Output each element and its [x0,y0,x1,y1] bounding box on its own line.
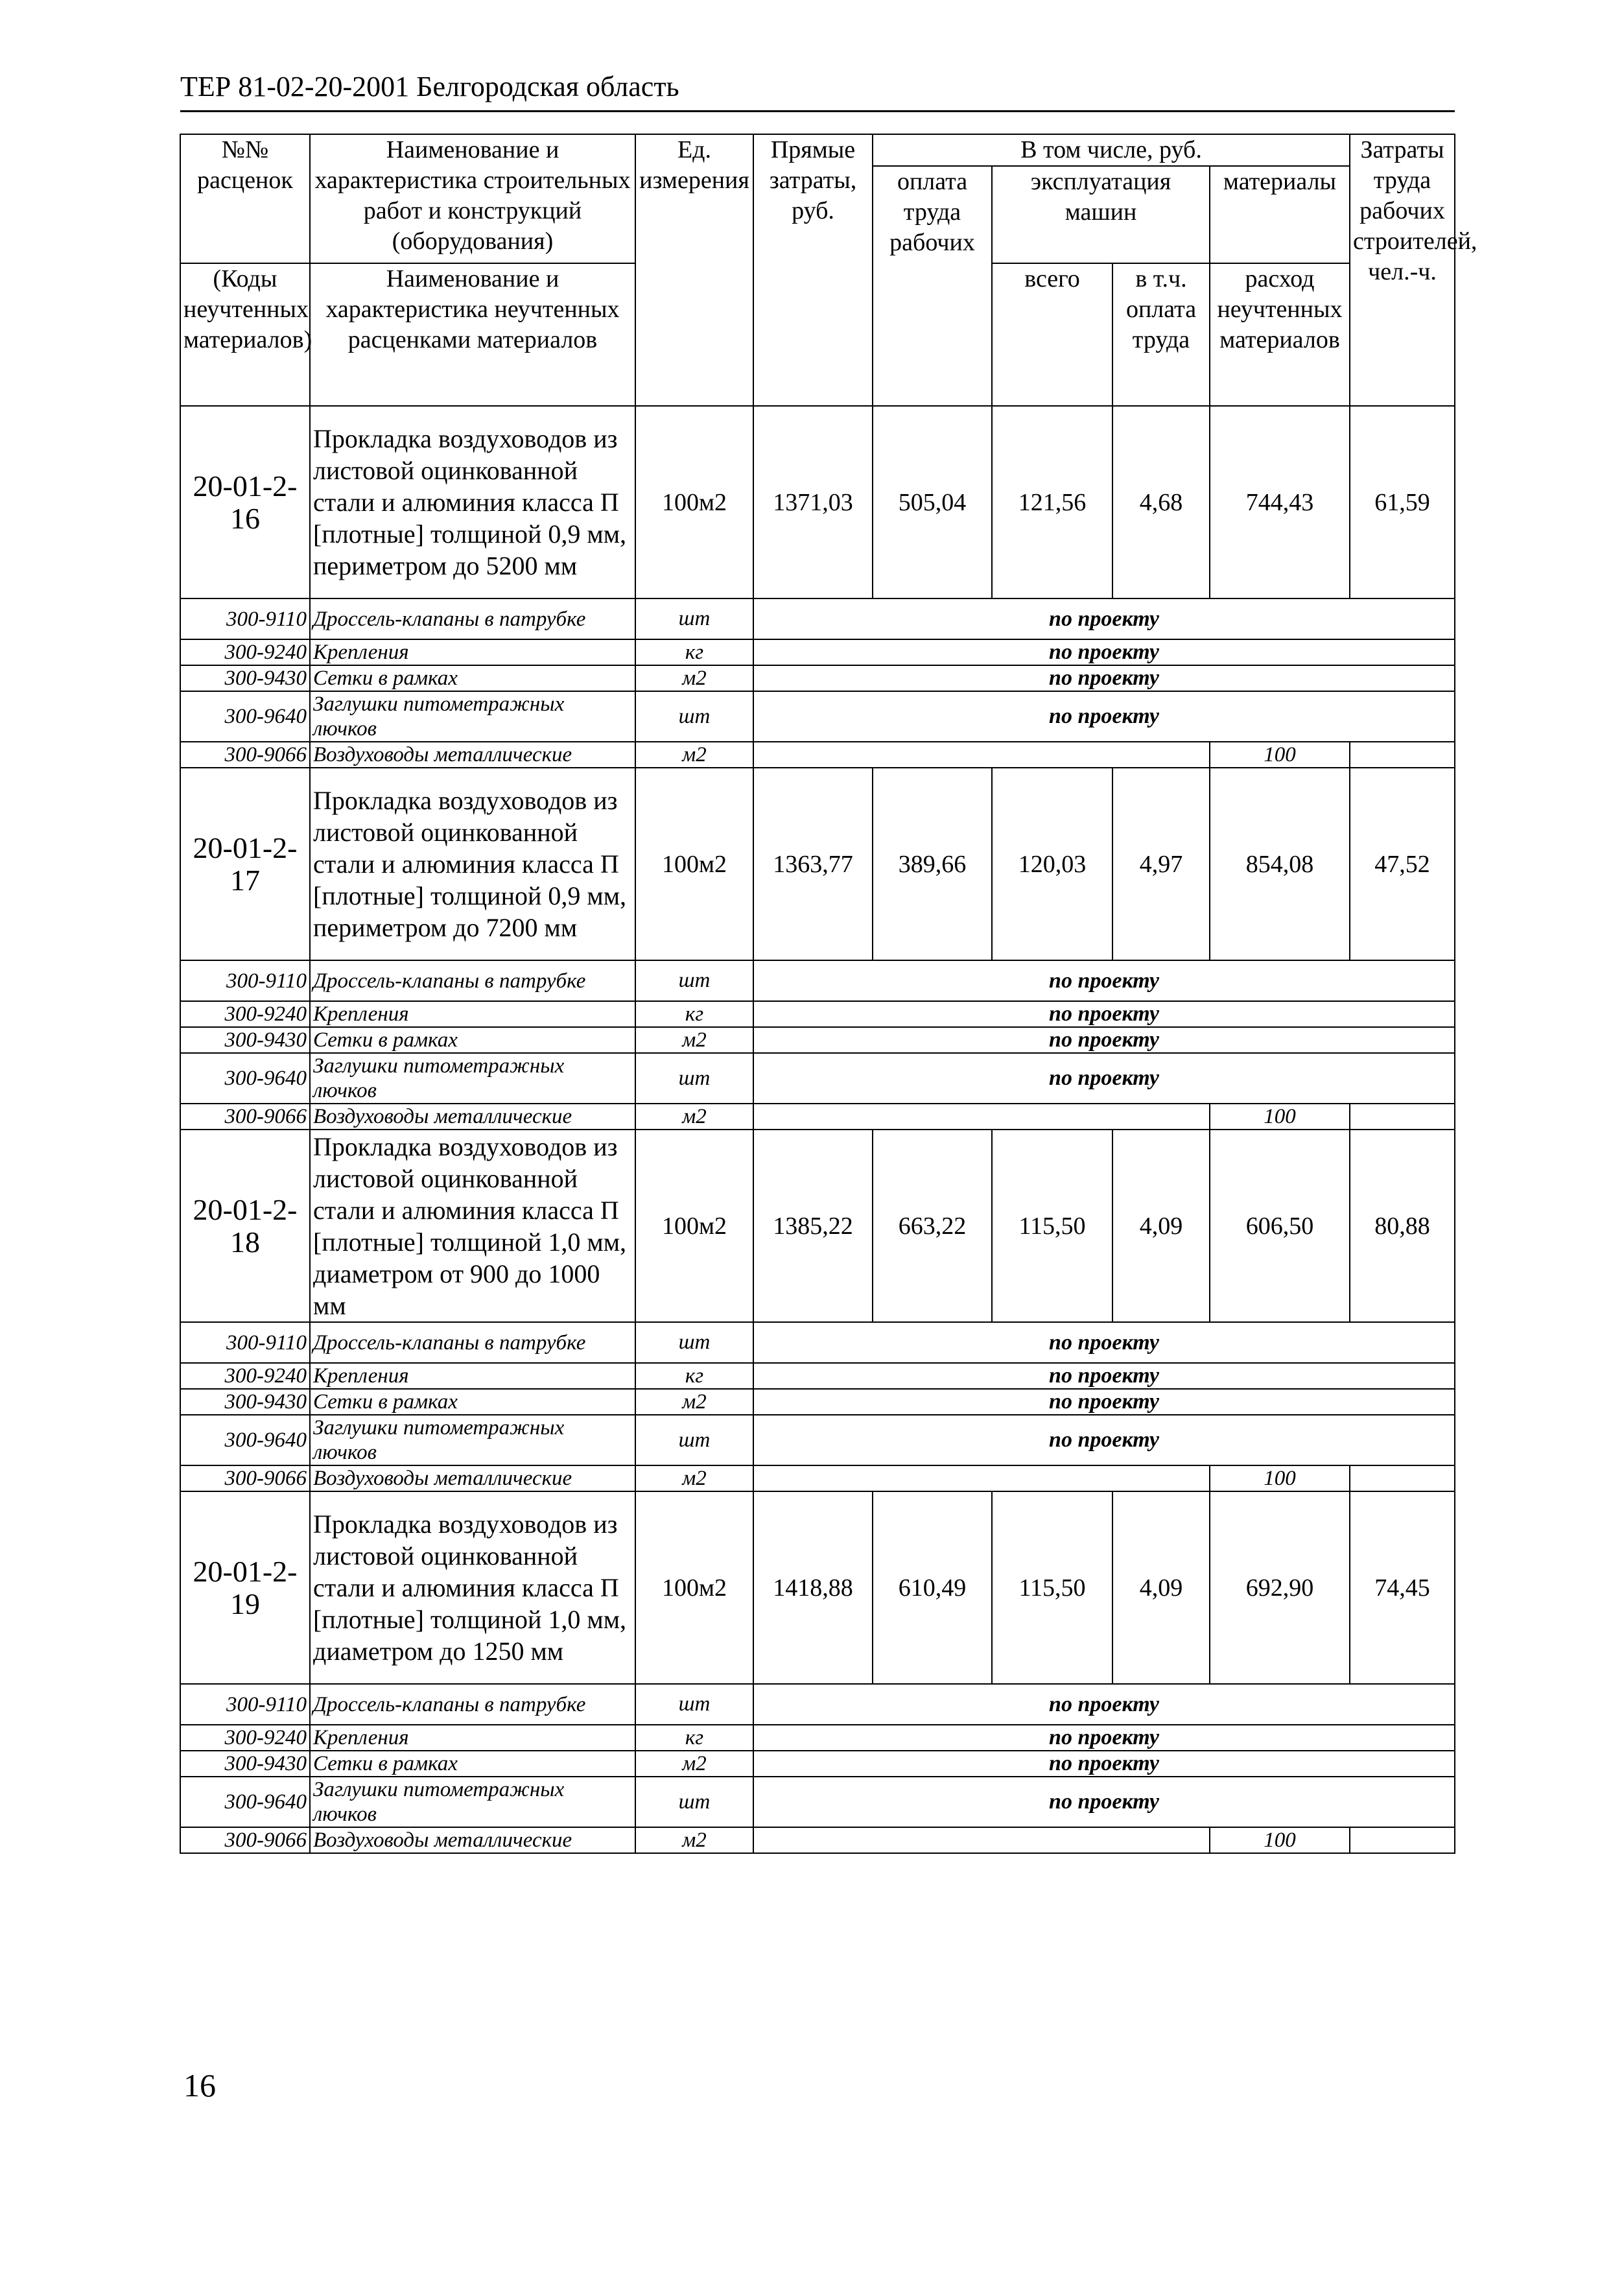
wage-cell: 610,49 [873,1491,992,1684]
material-row [180,1389,1455,1415]
wage-cell: 505,04 [873,406,992,598]
material-row [180,1053,1455,1104]
empty-cell [753,742,1210,768]
material-name-cell: Заглушки питометражных лючков [310,1415,635,1465]
material-name-cell: Дроссель-клапаны в патрубке [310,960,635,1001]
material-row [180,598,1455,639]
empty-cell [1350,1827,1455,1853]
labor-cell: 74,45 [1350,1491,1455,1684]
material-row [180,1104,1455,1130]
labor-cell: 80,88 [1350,1130,1455,1322]
material-code-cell: 300-9240 [180,1001,310,1027]
material-value-cell: по проекту [753,1751,1455,1777]
page-header: ТЕР 81-02-20-2001 Белгородская область [180,71,679,102]
rate-code-cell: 20-01-2-17 [180,768,310,960]
material-row [180,1725,1455,1751]
material-name-cell: Крепления [310,1725,635,1751]
material-row [180,1684,1455,1725]
material-row [180,742,1455,768]
rate-row [180,406,1455,598]
material-value-cell: по проекту [753,691,1455,742]
material-row [180,1027,1455,1053]
material-name-cell: Воздуховоды металлические [310,1827,635,1853]
direct-cost-cell: 1385,22 [753,1130,873,1322]
material-unit-cell: шт [635,1777,753,1827]
material-unit-cell: м2 [635,1827,753,1853]
rate-unit-cell: 100м2 [635,1491,753,1684]
material-name-cell: Воздуховоды металлические [310,1104,635,1130]
material-name-cell: Сетки в рамках [310,1389,635,1415]
machines-wage-cell: 4,09 [1112,1130,1210,1322]
material-code-cell: 300-9640 [180,1415,310,1465]
material-value-cell: по проекту [753,1684,1455,1725]
empty-cell [1350,742,1455,768]
machines-total-cell: 115,50 [992,1491,1112,1684]
material-row [180,1827,1455,1853]
header-mat-usage-cell: расход неучтенных материалов [1210,263,1350,406]
material-usage-cell: 100 [1210,1465,1350,1491]
header-name-cell: Наименование и характеристика строительных работ и конструкций (оборудования) [310,134,635,263]
rate-code-cell: 20-01-2-19 [180,1491,310,1684]
header-unit-cell: Ед. измерения [635,134,753,406]
material-name-cell: Заглушки питометражных лючков [310,691,635,742]
material-name-cell: Сетки в рамках [310,665,635,691]
rate-code-cell: 20-01-2-18 [180,1130,310,1322]
rate-unit-cell: 100м2 [635,1130,753,1322]
material-row [180,1363,1455,1389]
material-name-cell: Заглушки питометражных лючков [310,1777,635,1827]
rate-code-cell: 20-01-2-16 [180,406,310,598]
material-code-cell: 300-9066 [180,1827,310,1853]
header-code2-cell: (Коды неучтенных материалов) [180,263,310,406]
direct-cost-cell: 1363,77 [753,768,873,960]
machines-total-cell: 120,03 [992,768,1112,960]
material-name-cell: Сетки в рамках [310,1027,635,1053]
material-value-cell: по проекту [753,639,1455,665]
material-unit-cell: шт [635,1684,753,1725]
material-row [180,1777,1455,1827]
material-name-cell: Дроссель-клапаны в патрубке [310,1684,635,1725]
material-code-cell: 300-9110 [180,1322,310,1363]
material-code-cell: 300-9240 [180,1725,310,1751]
material-name-cell: Крепления [310,1001,635,1027]
material-value-cell: по проекту [753,1001,1455,1027]
header-machines-cell: эксплуатация машин [992,166,1210,263]
material-unit-cell: м2 [635,1751,753,1777]
machines-wage-cell: 4,09 [1112,1491,1210,1684]
material-code-cell: 300-9066 [180,1465,310,1491]
rate-name-cell: Прокладка воздуховодов из листовой оцинкованной стали и алюминия класса П [плотные] толщиной 1,0 мм, диаметром от 900 до 1000 мм [310,1130,635,1322]
material-unit-cell: кг [635,1363,753,1389]
material-row [180,665,1455,691]
material-unit-cell: шт [635,1322,753,1363]
material-value-cell: по проекту [753,1415,1455,1465]
material-row [180,691,1455,742]
material-row [180,1001,1455,1027]
material-code-cell: 300-9110 [180,1684,310,1725]
materials-cell: 854,08 [1210,768,1350,960]
page-number: 16 [183,2067,216,2103]
empty-cell [753,1827,1210,1853]
material-unit-cell: шт [635,960,753,1001]
header-row [180,134,1455,166]
material-name-cell: Воздуховоды металлические [310,742,635,768]
direct-cost-cell: 1371,03 [753,406,873,598]
material-unit-cell: кг [635,1001,753,1027]
material-row [180,1415,1455,1465]
rate-row [180,768,1455,960]
material-unit-cell: м2 [635,1465,753,1491]
header-labor-cell: Затраты труда рабочих строителей, чел.-ч. [1350,134,1455,406]
header-materials-cell: материалы [1210,166,1350,263]
rates-table [180,134,1477,1854]
material-code-cell: 300-9430 [180,1027,310,1053]
rate-unit-cell: 100м2 [635,406,753,598]
material-code-cell: 300-9240 [180,639,310,665]
material-row [180,1751,1455,1777]
material-unit-cell: м2 [635,1027,753,1053]
material-unit-cell: м2 [635,665,753,691]
rate-row [180,1130,1455,1322]
material-code-cell: 300-9640 [180,1777,310,1827]
material-unit-cell: кг [635,639,753,665]
material-code-cell: 300-9066 [180,1104,310,1130]
machines-wage-cell: 4,97 [1112,768,1210,960]
material-row [180,1465,1455,1491]
material-code-cell: 300-9240 [180,1363,310,1389]
header-wage-cell: оплата труда рабочих [873,166,992,406]
rate-name-cell: Прокладка воздуховодов из листовой оцинкованной стали и алюминия класса П [плотные] толщиной 0,9 мм, периметром до 7200 мм [310,768,635,960]
material-value-cell: по проекту [753,1363,1455,1389]
material-name-cell: Крепления [310,639,635,665]
material-value-cell: по проекту [753,598,1455,639]
materials-cell: 606,50 [1210,1130,1350,1322]
material-row [180,960,1455,1001]
material-name-cell: Заглушки питометражных лючков [310,1053,635,1104]
material-value-cell: по проекту [753,1725,1455,1751]
header-rule [180,110,1455,112]
material-unit-cell: шт [635,691,753,742]
material-row [180,1322,1455,1363]
wage-cell: 663,22 [873,1130,992,1322]
material-code-cell: 300-9640 [180,691,310,742]
rate-row [180,1491,1455,1684]
materials-cell: 744,43 [1210,406,1350,598]
material-unit-cell: м2 [635,1389,753,1415]
material-usage-cell: 100 [1210,742,1350,768]
material-value-cell: по проекту [753,1053,1455,1104]
material-name-cell: Воздуховоды металлические [310,1465,635,1491]
header-mach-wage-cell: в т.ч. оплата труда [1112,263,1210,406]
materials-cell: 692,90 [1210,1491,1350,1684]
material-value-cell: по проекту [753,960,1455,1001]
header-mach-total-cell: всего [992,263,1112,406]
material-value-cell: по проекту [753,1389,1455,1415]
material-code-cell: 300-9430 [180,665,310,691]
material-unit-cell: шт [635,598,753,639]
rate-unit-cell: 100м2 [635,768,753,960]
material-usage-cell: 100 [1210,1827,1350,1853]
material-name-cell: Сетки в рамках [310,1751,635,1777]
material-code-cell: 300-9110 [180,960,310,1001]
header-including-cell: В том числе, руб. [873,134,1350,166]
material-value-cell: по проекту [753,1027,1455,1053]
wage-cell: 389,66 [873,768,992,960]
header-code-cell: №№ расценок [180,134,310,263]
machines-total-cell: 121,56 [992,406,1112,598]
material-unit-cell: шт [635,1415,753,1465]
material-code-cell: 300-9110 [180,598,310,639]
empty-cell [1350,1104,1455,1130]
machines-wage-cell: 4,68 [1112,406,1210,598]
material-code-cell: 300-9430 [180,1751,310,1777]
material-name-cell: Крепления [310,1363,635,1389]
material-code-cell: 300-9430 [180,1389,310,1415]
material-code-cell: 300-9640 [180,1053,310,1104]
material-value-cell: по проекту [753,1777,1455,1827]
empty-cell [1350,1465,1455,1491]
labor-cell: 61,59 [1350,406,1455,598]
material-value-cell: по проекту [753,1322,1455,1363]
material-row [180,639,1455,665]
material-unit-cell: шт [635,1053,753,1104]
material-name-cell: Дроссель-клапаны в патрубке [310,1322,635,1363]
machines-total-cell: 115,50 [992,1130,1112,1322]
empty-cell [753,1465,1210,1491]
material-unit-cell: м2 [635,742,753,768]
material-name-cell: Дроссель-клапаны в патрубке [310,598,635,639]
header-direct-cell: Прямые затраты, руб. [753,134,873,406]
material-unit-cell: кг [635,1725,753,1751]
material-value-cell: по проекту [753,665,1455,691]
labor-cell: 47,52 [1350,768,1455,960]
empty-cell [753,1104,1210,1130]
direct-cost-cell: 1418,88 [753,1491,873,1684]
material-unit-cell: м2 [635,1104,753,1130]
rate-name-cell: Прокладка воздуховодов из листовой оцинкованной стали и алюминия класса П [плотные] толщиной 1,0 мм, диаметром до 1250 мм [310,1491,635,1684]
material-usage-cell: 100 [1210,1104,1350,1130]
header-name2-cell: Наименование и характеристика неучтенных расценками материалов [310,263,635,406]
rate-name-cell: Прокладка воздуховодов из листовой оцинкованной стали и алюминия класса П [плотные] толщиной 0,9 мм, периметром до 5200 мм [310,406,635,598]
material-code-cell: 300-9066 [180,742,310,768]
